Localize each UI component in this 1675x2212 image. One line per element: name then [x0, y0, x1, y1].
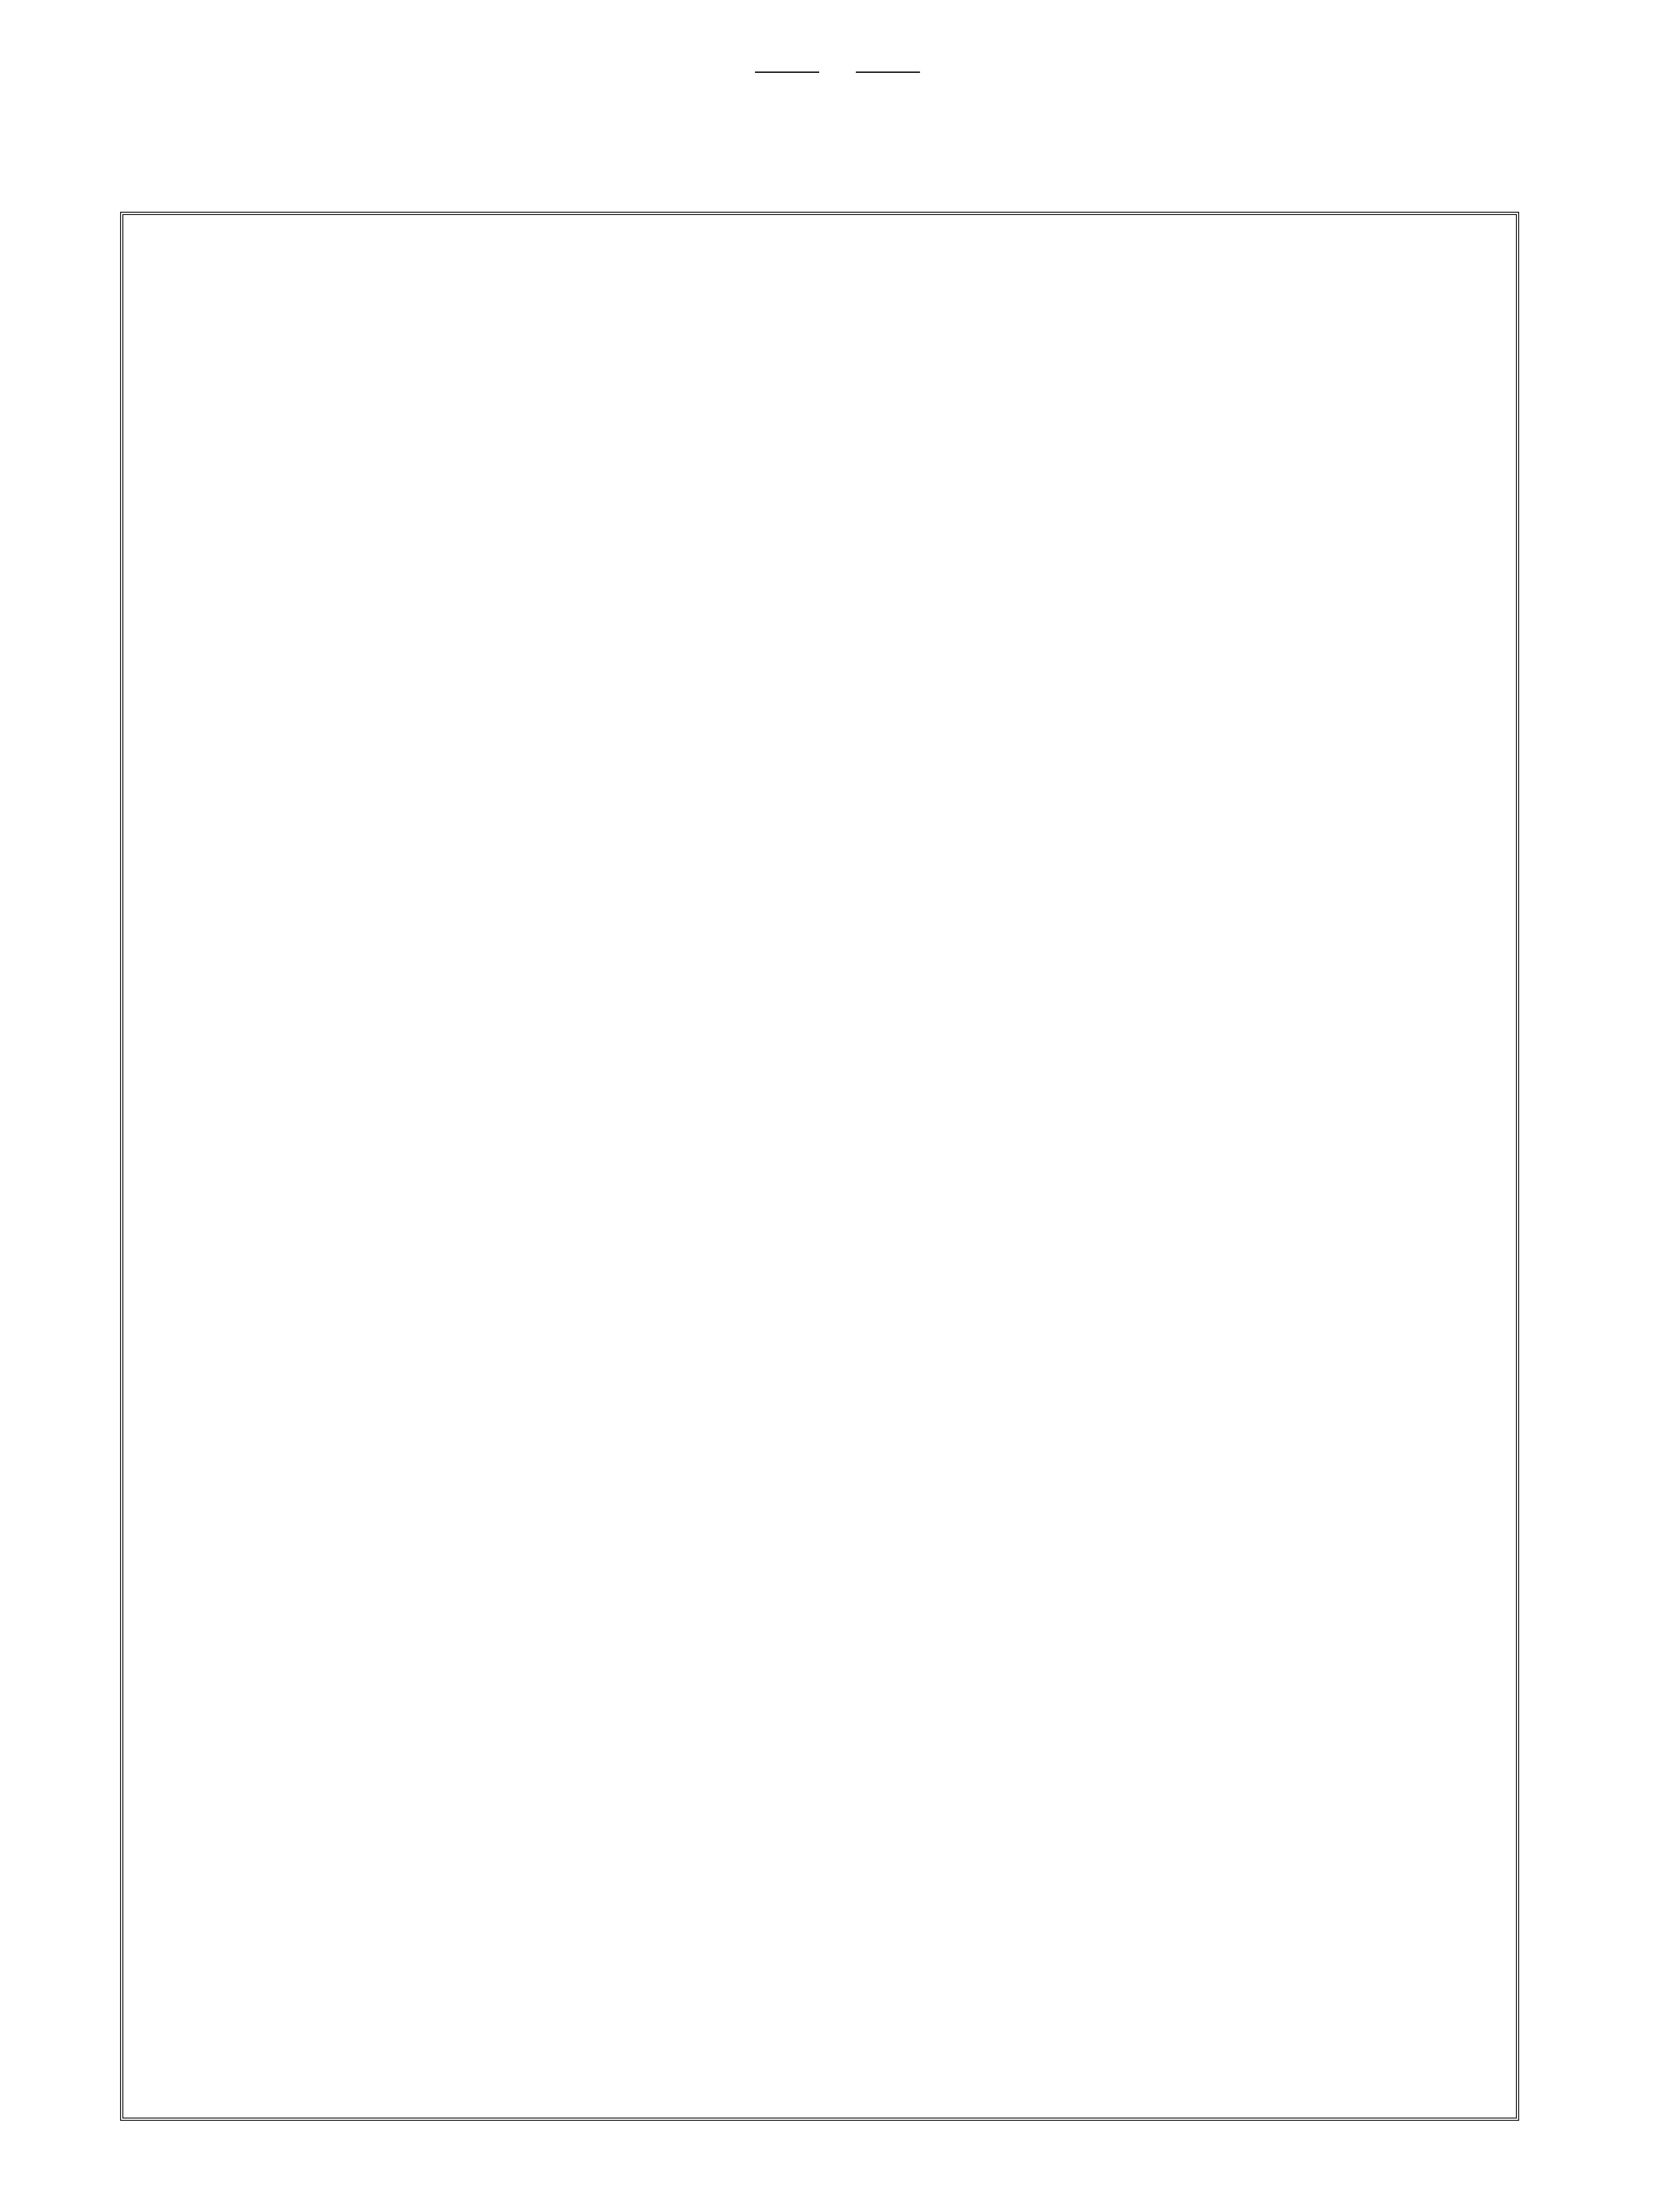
temperature-table-frame	[120, 212, 1519, 2121]
page-number	[0, 55, 1675, 85]
rule-right	[856, 72, 920, 73]
rule-left	[755, 72, 819, 73]
